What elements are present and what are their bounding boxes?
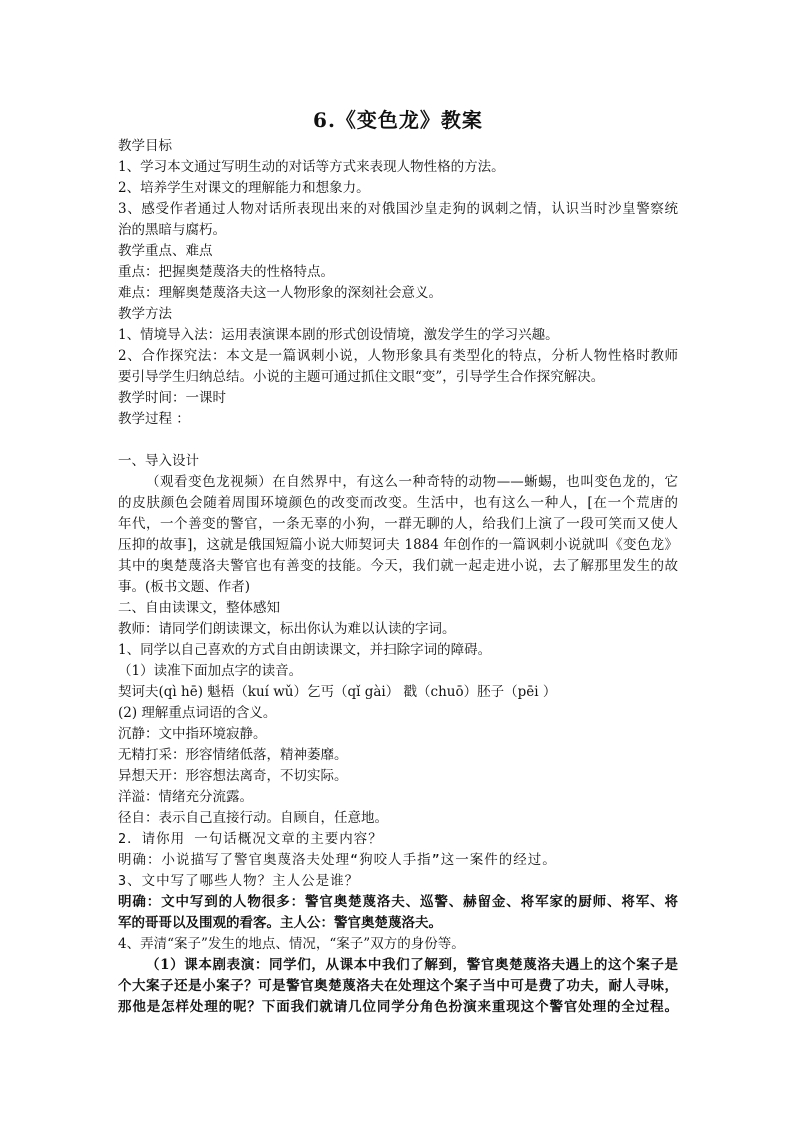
- text-line: 个大案子还是小案子？可是警官奥楚蔑洛夫在处理这个案子当中可是费了功夫，耐人寻味，: [118, 978, 678, 994]
- text-line: 教学时间：一课时: [118, 390, 226, 406]
- question-line: 3、文中写了哪些人物？主人公是谁？: [118, 873, 360, 889]
- text-line: 沉静：文中指环境寂静。: [118, 726, 267, 742]
- text-line: 洋溢：情绪充分流露。: [118, 789, 253, 805]
- text-line: 2、培养学生对课文的理解能力和想象力。: [118, 180, 370, 196]
- text-line: （1）课本剧表演：同学们，从课本中我们了解到，警官奥楚蔑洛夫遇上的这个案子是: [146, 957, 678, 973]
- text-line: 其中的奥楚蔑洛夫警官也有善变的技能。今天，我们就一起走进小说，去了解那里发生的故: [118, 558, 678, 574]
- section-heading: 二、自由读课文，整体感知: [118, 600, 280, 616]
- section-heading: 教学过程 ：: [118, 411, 190, 427]
- section-heading: 教学方法: [118, 306, 172, 322]
- section-heading: 一、导入设计: [118, 453, 199, 469]
- text-line: （观看变色龙视频）在自然界中，有这么一种奇特的动物——蜥蜴，也叫变色龙的，它: [146, 474, 678, 490]
- text-line: 难点：理解奥楚蔑洛夫这一人物形象的深刻社会意义。: [118, 285, 442, 301]
- text-line: 的皮肤颜色会随着周围环境颜色的改变而改变。生活中，也有这么一种人，[在一个荒唐的: [118, 495, 679, 511]
- text-line: 重点：把握奥楚蔑洛夫的性格特点。: [118, 264, 334, 280]
- page-title: 6.《变色龙》教案: [313, 108, 483, 132]
- answer-line: 明确：小说描写了警官奥蔑洛夫处理“狗咬人手指”这一案件的经过。: [118, 852, 557, 868]
- text-line: 异想天开：形容想法离奇，不切实际。: [118, 768, 348, 784]
- answer-line: 明确：文中写到的人物很多：警官奥楚蔑洛夫、巡警、赫留金、将军家的厨师、将军、将: [118, 894, 678, 910]
- text-line: 1、情境导入法：运用表演课本剧的形式创设情境，激发学生的学习兴趣。: [118, 327, 559, 343]
- text-line: 那他是怎样处理的呢？下面我们就请几位同学分角色扮演来重现这个警官处理的全过程。: [118, 999, 678, 1015]
- question-line: 2．请你用 一句话概况文章的主要内容？: [118, 831, 383, 847]
- text-line: 要引导学生归纳总结。小说的主题可通过抓住文眼“变”，引导学生合作探究解决。: [118, 369, 605, 385]
- text-line: 无精打采：形容情绪低落，精神萎靡。: [118, 747, 348, 763]
- section-heading: 教学目标: [118, 138, 172, 154]
- text-line: 教师：请同学们朗读课文，标出你认为难以认读的字词。: [118, 621, 456, 637]
- section-heading: 教学重点、难点: [118, 243, 213, 259]
- text-line: 治的黑暗与腐朽。: [118, 222, 226, 238]
- text-line: 4、弄清“案子”发生的地点、情况，“案子”双方的身份等。: [118, 936, 465, 952]
- text-line: 1、学习本文通过写明生动的对话等方式来表现人物性格的方法。: [118, 159, 505, 175]
- text-line: 3、感受作者通过人物对话所表现出来的对俄国沙皇走狗的讽刺之情，认识当时沙皇警察统: [118, 201, 678, 217]
- text-line: 1、同学以自己喜欢的方式自由朗读课文，并扫除字词的障碍。: [118, 642, 492, 658]
- text-line: 压抑的故事]，这就是俄国短篇小说大师契诃夫 1884 年创作的一篇讽刺小说就叫《变色龙》: [118, 537, 678, 553]
- text-line: 2、合作探究法：本文是一篇讽刺小说，人物形象具有类型化的特点，分析人物性格时教师: [118, 348, 678, 364]
- text-line: 事。(板书文题、作者): [118, 579, 251, 595]
- text-line: （1）读准下面加点字的读音。: [118, 663, 303, 679]
- answer-line: 军的哥哥以及围观的看客。主人公：警官奥楚蔑洛夫。: [118, 915, 442, 931]
- text-line: (2) 理解重点词语的含义。: [118, 705, 277, 721]
- pinyin-line: 契诃夫(qì hē) 魁梧（kuí wǔ）乞丐（qǐ gài） 戳（chuō）胚子（pēi ）: [118, 684, 557, 700]
- text-line: 径自：表示自己直接行动。自顾自，任意地。: [118, 810, 388, 826]
- text-line: 年代，一个善变的警官，一条无辜的小狗，一群无聊的人，给我们上演了一段可笑而又使人: [118, 516, 678, 532]
